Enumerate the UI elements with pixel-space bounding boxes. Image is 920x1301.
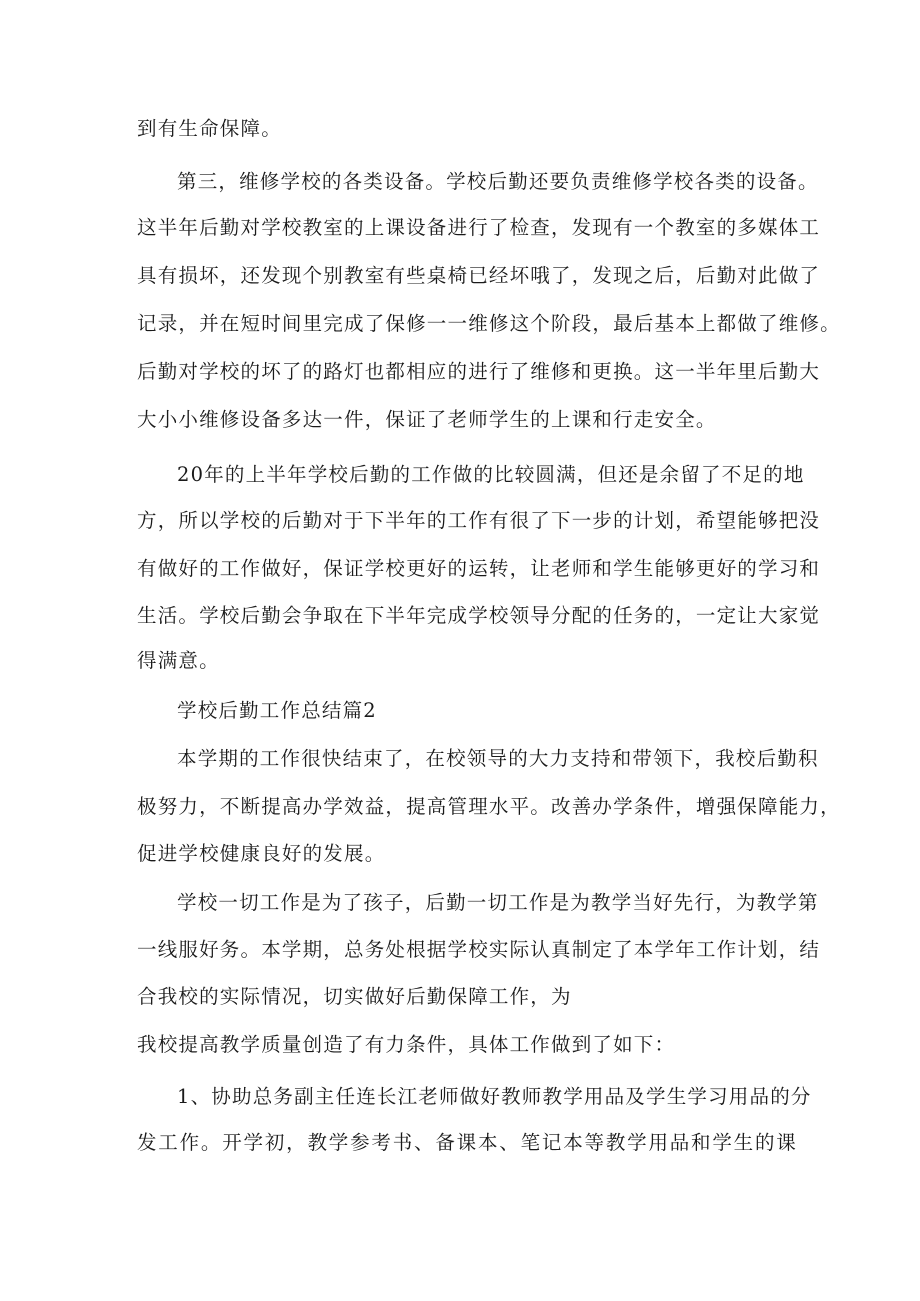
- paragraph-line: 学校一切工作是为了孩子，后勤一切工作是为教学当好先行，为教学第: [177, 891, 819, 914]
- paragraph-line: 后勤对学校的坏了的路灯也都相应的进行了维修和更换。这一半年里后勤大: [137, 360, 821, 383]
- paragraph-line: 方，所以学校的后勤对于下半年的工作有很了下一步的计划，希望能够把没: [137, 509, 821, 532]
- paragraph-line: 生活。学校后勤会争取在下半年完成学校领导分配的任务的，一定让大家觉: [137, 604, 821, 627]
- paragraph-line: 这半年后勤对学校教室的上课设备进行了检查，发现有一个教室的多媒体工: [137, 216, 821, 239]
- paragraph-line: 合我校的实际情况，切实做好后勤保障工作，为: [137, 985, 572, 1008]
- paragraph-line: 第三，维修学校的各类设备。学校后勤还要负责维修学校各类的设备。: [177, 170, 819, 193]
- paragraph-line: 1、协助总务副主任连长江老师做好教师教学用品及学生学习用品的分: [177, 1085, 812, 1108]
- paragraph-line: 记录，并在短时间里完成了保修一一维修这个阶段，最后基本上都做了维修。: [137, 312, 841, 335]
- paragraph-line: 我校提高教学质量创造了有力条件，具体工作做到了如下：: [137, 1033, 676, 1056]
- paragraph-line: 本学期的工作很快结束了，在校领导的大力支持和带领下，我校后勤积: [177, 747, 819, 770]
- section-heading: 学校后勤工作总结篇2: [177, 699, 377, 722]
- paragraph-line: 20年的上半年学校后勤的工作做的比较圆满，但还是余留了不足的地: [177, 463, 805, 486]
- paragraph-line: 得满意。: [137, 649, 220, 672]
- paragraph-line: 促进学校健康良好的发展。: [137, 842, 386, 865]
- paragraph-line: 到有生命保障。: [137, 117, 282, 140]
- paragraph-line: 大小小维修设备多达一件，保证了老师学生的上课和行走安全。: [137, 408, 717, 431]
- paragraph-line: 发工作。开学初，教学参考书、备课本、笔记本等教学用品和学生的课: [137, 1131, 797, 1154]
- paragraph-line: 极努力，不断提高办学效益，提高管理水平。改善办学条件，增强保障能力，: [137, 795, 841, 818]
- paragraph-line: 一线服好务。本学期，总务处根据学校实际认真制定了本学年工作计划，结: [137, 938, 821, 961]
- paragraph-line: 有做好的工作做好，保证学校更好的运转，让老师和学生能够更好的学习和: [137, 557, 821, 580]
- paragraph-line: 具有损坏，还发现个别教室有些桌椅已经坏哦了，发现之后，后勤对此做了: [137, 264, 821, 287]
